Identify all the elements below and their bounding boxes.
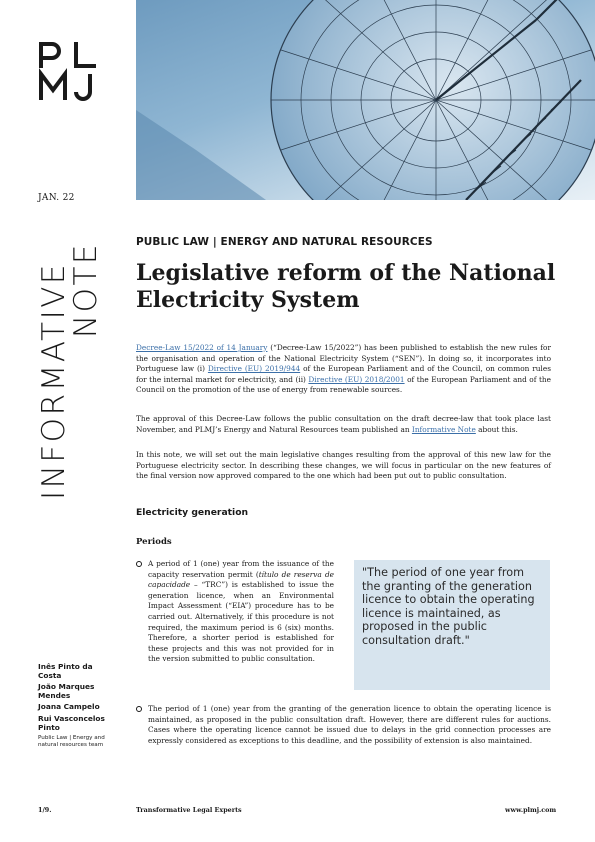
- author-name: Joana Campelo: [38, 702, 100, 712]
- article-title: [136, 260, 556, 314]
- decree-law-link[interactable]: Decree-Law 15/2022 of 14 January: [136, 343, 268, 352]
- radio-telescope-illustration: [136, 0, 595, 200]
- directive-2018-2001-link[interactable]: Directive (EU) 2018/2001: [308, 374, 405, 384]
- list-item: [136, 559, 334, 665]
- list-item: [136, 704, 551, 746]
- footer-tagline: Transformative Legal Experts: [136, 806, 242, 814]
- bullet-circle-icon: [136, 561, 142, 567]
- bullet-circle-icon: [136, 706, 142, 712]
- list-item-text: The period of 1 (one) year from the granting of the generation licence to obtain the operating licence is maintained, as proposed in the public consultation draft. However, there are different rules for auctions. Cases where the operating licence cannot be issued due to delays in the grid connection processes are expressly considered as exceptions to this deadline, and the possibility of extension is also maintained.: [148, 704, 551, 745]
- list-item-text: A period of 1 (one) year from the issuance of the capacity reservation permit (título de reserva de capacidade – “TRC”) is established to issue the generation licence, when an Environmental Impact Assessment (“EIA”) procedure has to be carried out. Alternatively, if this procedure is not required, the maximum period is 6 (six) months. Therefore, a shorter period is established for these projects and this was not provided for in the version submitted to public consultation.: [148, 559, 335, 664]
- body-text: (“Decree-Law 15/2022”) has been published to establish the new rules for the organisation and operation of the National Electricity System (“SEN”). In doing so, it incorporates into Portuguese law (i): [136, 343, 551, 374]
- body-text: The approval of this Decree-Law follows the public consultation on the draft decree-law that took place last November, and PLMJ’s Energy and Natural Resources team published an: [136, 414, 551, 434]
- scope-paragraph: In this note, we will set out the main legislative changes resulting from the approval of this new law for the Portuguese electricity sector. In describing these changes, we will focus in particular on the new features of the final version now approved compared to the one which had been put out to public consultation.: [136, 450, 551, 481]
- title-line: Legislative reform of the National: [136, 260, 556, 286]
- author-name: Rui Vasconcelos Pinto: [38, 713, 105, 732]
- issue-date: JAN. 22: [38, 193, 75, 203]
- pull-quote: "The period of one year from the granting of the generation licence to obtain the operating licence is maintained, as proposed in the public consultation draft.": [354, 560, 550, 690]
- body-text: of the European Parliament and of the Council, on common rules for the internal market for electricity, and (ii): [136, 364, 551, 384]
- author-department: Public Law | Energy and natural resources team: [38, 735, 105, 748]
- website-link[interactable]: www.plmj.com: [505, 806, 557, 814]
- directive-2019-944-link[interactable]: Directive (EU) 2019/944: [207, 364, 301, 374]
- author-name: João Marques Mendes: [38, 682, 95, 700]
- hero-image: [136, 0, 595, 200]
- plmj-logo: [38, 40, 100, 102]
- article-category: PUBLIC LAW | ENERGY AND NATURAL RESOURCES: [136, 236, 433, 248]
- body-text: of the European Parliament and of the Council on the promotion of the use of energy from renewable sources.: [136, 374, 551, 395]
- author-name: Inês Pinto da Costa: [38, 662, 93, 680]
- sub-heading: Periods: [136, 537, 172, 547]
- title-line: Electricity System: [136, 287, 360, 313]
- body-text: about this.: [475, 424, 518, 434]
- doc-type-line1: INFORMATIVE: [36, 261, 72, 500]
- section-heading: Electricity generation: [136, 507, 249, 518]
- informative-note-link[interactable]: Informative Note: [411, 424, 476, 434]
- author-list: [38, 663, 113, 748]
- document-type-label: [38, 240, 108, 500]
- page-number: 1/9.: [38, 806, 52, 814]
- approval-paragraph: [136, 414, 551, 435]
- doc-type-line2: NOTE: [68, 242, 104, 339]
- intro-paragraph: [136, 343, 551, 396]
